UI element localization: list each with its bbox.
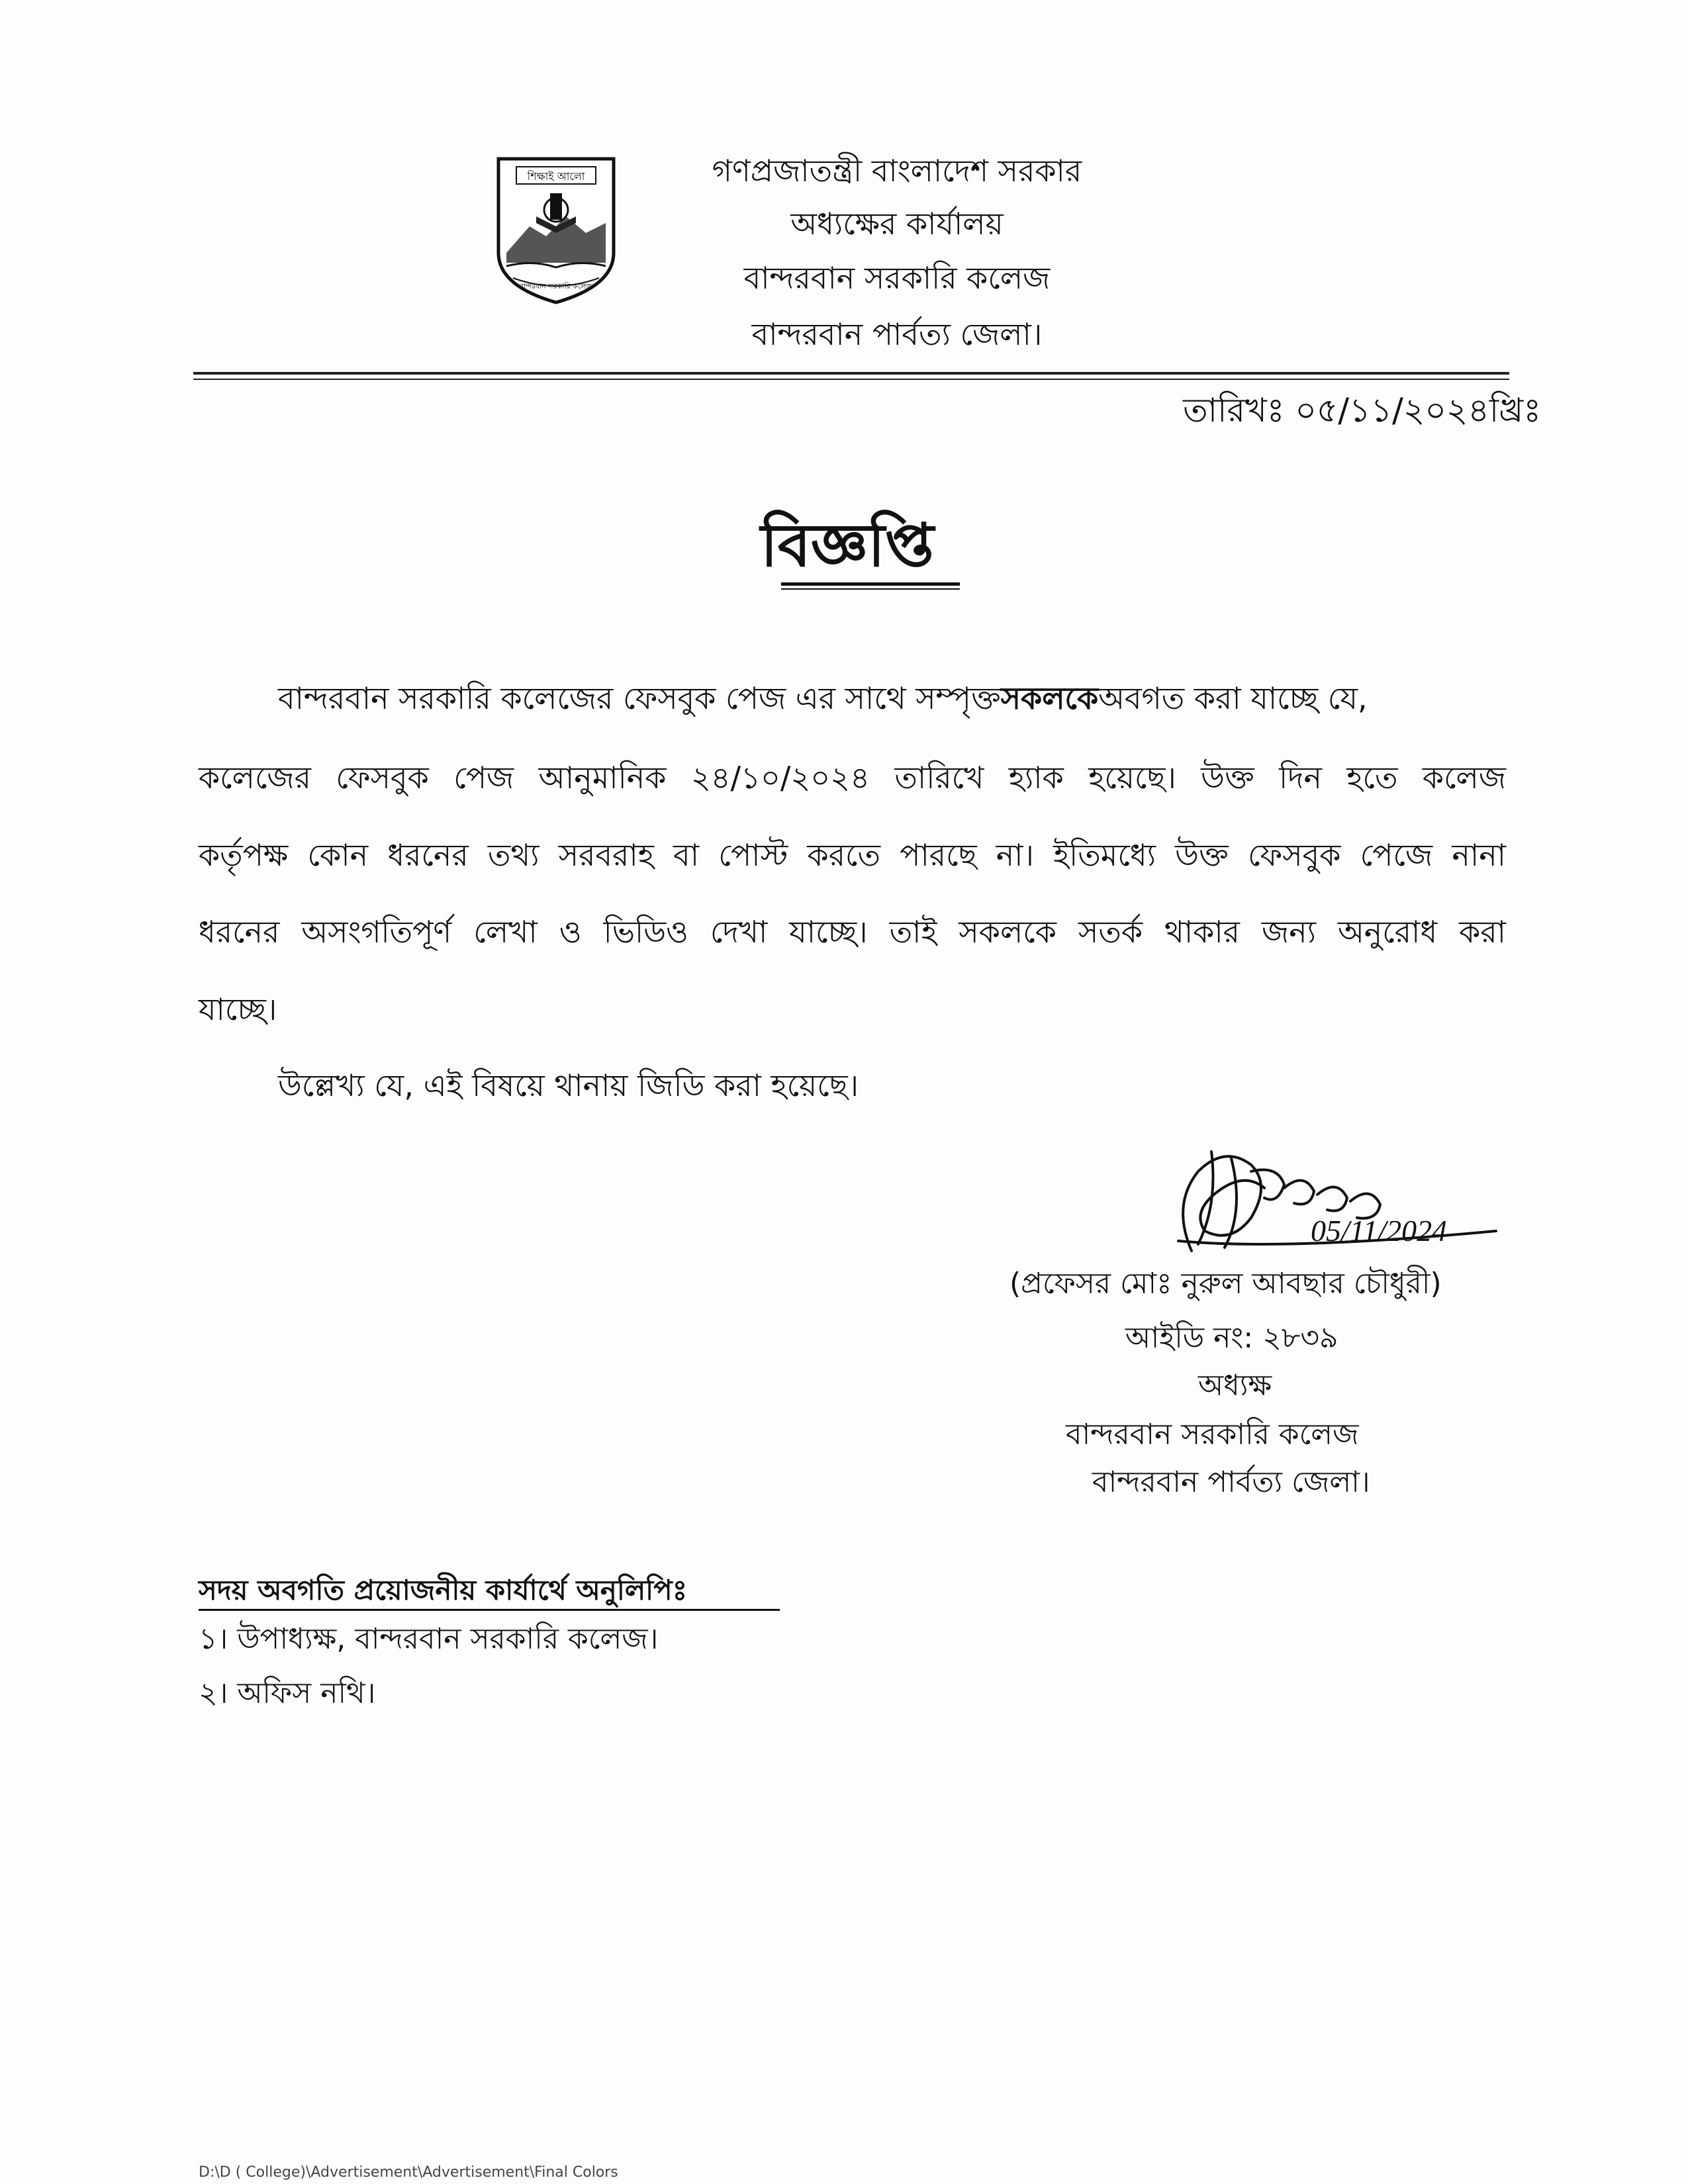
- body-line-2: কলেজের ফেসবুক পেজ আনুমানিক ২৪/১০/২০২৪ তারিখে হ্যাক হয়েছে। উক্ত দিন হতে কলেজ: [199, 760, 1506, 796]
- body-paragraph-2: উল্লেখ্য যে, এই বিষয়ে থানায় জিডি করা হয়েছে।: [278, 1068, 859, 1103]
- emblem-motto: শিক্ষাই আলো: [527, 170, 585, 183]
- body-line-5: যাচ্ছে।: [199, 991, 277, 1027]
- body-line-1-text: বান্দরবান সরকারি কলেজের ফেসবুক পেজ এর সাথে সম্পৃক্ত: [278, 680, 1001, 716]
- footer-file-path: D:\D ( College)\Advertisement\Advertisement\Final Colors: [199, 2164, 618, 2181]
- body-emphasis: সকলকে: [1000, 680, 1099, 716]
- emblem-ribbon: বান্দরবান সরকারি কলেজ: [519, 282, 593, 291]
- copy-item: ২। অফিস নথি।: [199, 1676, 376, 1710]
- notice-date: তারিখঃ ০৫/১১/২০২৪খ্রিঃ: [1183, 391, 1541, 430]
- header-govt: গণপ্রজাতন্ত্রী বাংলাদেশ সরকার: [712, 153, 1082, 189]
- header-divider-thin: [193, 379, 1509, 380]
- body-line-4: ধরনের অসংগতিপূর্ণ লেখা ও ভিডিও দেখা যাচ্ছে। তাই সকলকে সতর্ক থাকার জন্য অনুরোধ করা: [199, 914, 1506, 950]
- copy-item: ১। উপাধ্যক্ষ, বান্দরবান সরকারি কলেজ।: [199, 1622, 659, 1656]
- body-line-1-end: অবগত করা যাচ্ছে যে,: [1098, 680, 1368, 716]
- notice-title: বিজ্ঞপ্তি: [761, 511, 934, 580]
- signatory-institution: বান্দরবান সরকারি কলেজ: [1066, 1418, 1359, 1451]
- signature: [1152, 1125, 1523, 1271]
- title-underline: [781, 582, 960, 586]
- copies-heading-underline: [199, 1609, 780, 1611]
- header-district: বান্দরবান পার্বত্য জেলা।: [751, 316, 1043, 352]
- header-office: অধ্যক্ষের কার্যালয়: [790, 206, 1004, 242]
- body-line-1: [278, 678, 1506, 718]
- signatory-designation: অধ্যক্ষ: [1198, 1369, 1272, 1402]
- signatory-district: বান্দরবান পার্বত্য জেলা।: [1092, 1465, 1370, 1499]
- header-college: বান্দরবান সরকারি কলেজ: [743, 260, 1051, 296]
- signatory-name: (প্রফেসর মোঃ নুরুল আবছার চৌধুরী): [1009, 1267, 1442, 1300]
- signatory-id: আইডি নং: ২৮৩৯: [1125, 1321, 1338, 1355]
- header-divider: [193, 372, 1509, 375]
- body-line-3: কর্তৃপক্ষ কোন ধরনের তথ্য সরবরাহ বা পোস্ট করতে পারছে না। ইতিমধ্যে উক্ত ফেসবুক পেজে নানা: [199, 837, 1506, 873]
- title-underline-thin: [781, 588, 960, 590]
- signature-date: 05/11/2024: [1311, 1214, 1448, 1248]
- college-emblem: [493, 154, 619, 306]
- copies-heading: সদয় অবগতি প্রয়োজনীয় কার্যার্থে অনুলিপিঃ: [199, 1574, 688, 1606]
